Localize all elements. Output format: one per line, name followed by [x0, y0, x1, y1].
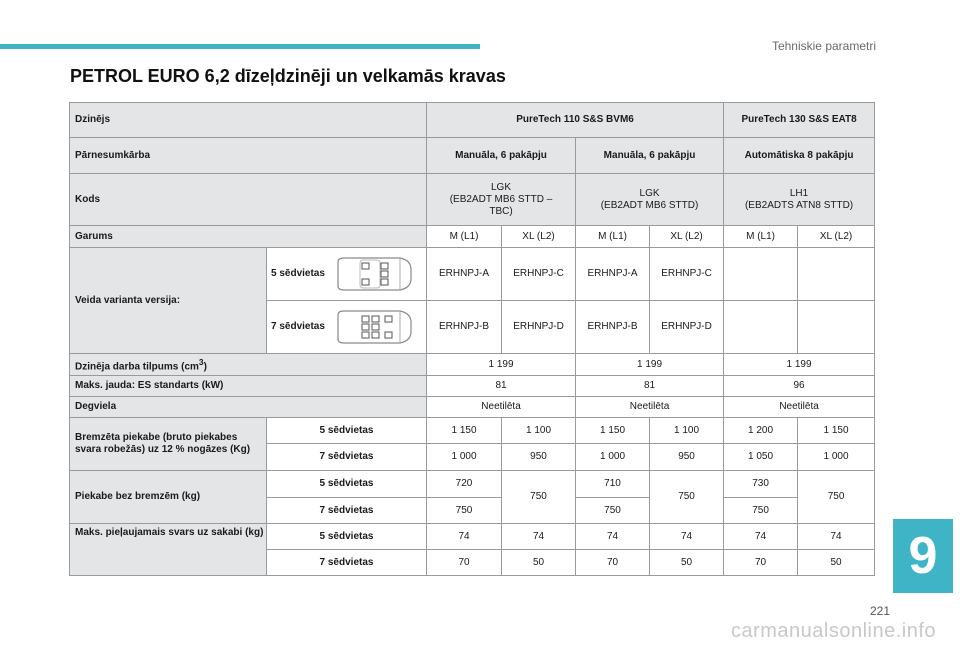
displacement-sup: 3: [198, 356, 204, 367]
accent-bar: [0, 44, 480, 49]
gearbox-3: Automātiska 8 pakāpju: [724, 138, 875, 174]
variant-cell: ERHNPJ-A: [427, 248, 502, 301]
seats-7-cell: [267, 301, 427, 354]
table-row: [70, 138, 875, 174]
table-row: [70, 376, 875, 397]
code-2: [576, 174, 724, 226]
noseload-cell: 74: [502, 524, 576, 550]
code-line: LGK: [639, 187, 660, 199]
length-cell: M (L1): [576, 226, 650, 248]
variant-cell-empty: [724, 301, 798, 354]
braked-cell: 1 150: [576, 418, 650, 444]
unbraked-cell: 750: [576, 498, 650, 524]
seats-5-cell: [267, 248, 427, 301]
braked-cell: 1 100: [502, 418, 576, 444]
section-name: Tehniskie parametri: [771, 39, 876, 53]
engine-label: Dzinējs: [70, 103, 427, 138]
noseload-cell: 74: [427, 524, 502, 550]
variant-cell-empty: [724, 248, 798, 301]
displacement-close: ): [203, 361, 207, 373]
displacement-label: [70, 354, 427, 376]
code-line: LGK: [491, 181, 512, 193]
variant-cell: ERHNPJ-D: [502, 301, 576, 354]
page-number: 221: [869, 604, 890, 618]
braked-cell: 1 050: [724, 444, 798, 471]
braked-cell: 1 150: [427, 418, 502, 444]
engine-2: PureTech 130 S&S EAT8: [724, 103, 875, 138]
braked-label: Bremzēta piekabe (bruto piekabes svara robežās) uz 12 % nogāzes (Kg): [70, 418, 267, 471]
braked-cell: 950: [502, 444, 576, 471]
fuel-cell: Neetilēta: [724, 397, 875, 418]
braked-cell: 950: [650, 444, 724, 471]
unbraked-merged-cell: 750: [650, 471, 724, 524]
power-cell: 81: [427, 376, 576, 397]
braked-cell: 1 000: [798, 444, 875, 471]
braked-cell: 1 200: [724, 418, 798, 444]
noseload-cell: 70: [576, 550, 650, 576]
fuel-cell: Neetilēta: [576, 397, 724, 418]
watermark: carmanualsonline.info: [730, 620, 936, 642]
seats-7-label: 7 sēdvietas: [271, 321, 325, 332]
braked-seats-5: 5 sēdvietas: [267, 418, 427, 444]
van-5-seats-icon: [332, 254, 414, 294]
gearbox-1: Manuāla, 6 pakāpju: [427, 138, 576, 174]
noseload-cell: 74: [650, 524, 724, 550]
code-line: LH1: [789, 187, 809, 199]
table-row: [70, 103, 875, 138]
braked-cell: 1 150: [798, 418, 875, 444]
unbraked-merged-cell: 750: [502, 471, 576, 524]
noseload-cell: 50: [502, 550, 576, 576]
unbraked-merged-cell: 750: [798, 471, 875, 524]
length-cell: XL (L2): [502, 226, 576, 248]
code-line: (EB2ADT MB6 STTD –: [449, 193, 553, 205]
code-line: (EB2ADT MB6 STTD): [600, 199, 699, 211]
displacement-cell: 1 199: [724, 354, 875, 376]
seats-5-label: 5 sēdvietas: [271, 268, 325, 279]
van-7-seats-icon: [332, 307, 414, 347]
braked-cell: 1 100: [650, 418, 724, 444]
page-title: PETROL EURO 6,2 dīzeļdzinēji un velkamās kravas: [70, 66, 506, 86]
unbraked-cell: 750: [427, 498, 502, 524]
table-row: [70, 354, 875, 376]
length-cell: XL (L2): [650, 226, 724, 248]
displacement-text: Dzinēja darba tilpums (cm: [75, 361, 199, 373]
noseload-seats-7: 7 sēdvietas: [267, 550, 427, 576]
unbraked-label: Piekabe bez bremzēm (kg): [70, 471, 267, 524]
unbraked-seats-7: 7 sēdvietas: [267, 498, 427, 524]
unbraked-cell: 710: [576, 471, 650, 498]
table-row: [70, 418, 875, 444]
length-cell: M (L1): [427, 226, 502, 248]
braked-cell: 1 000: [576, 444, 650, 471]
unbraked-cell: 730: [724, 471, 798, 498]
gearbox-label: Pārnesumkārba: [70, 138, 427, 174]
variant-cell-empty: [798, 301, 875, 354]
fuel-cell: Neetilēta: [427, 397, 576, 418]
braked-cell: 1 000: [427, 444, 502, 471]
variant-cell: ERHNPJ-C: [502, 248, 576, 301]
braked-seats-7: 7 sēdvietas: [267, 444, 427, 471]
noseload-cell: 74: [798, 524, 875, 550]
table-row: [70, 226, 875, 248]
power-label: Maks. jauda: ES standarts (kW): [70, 376, 427, 397]
noseload-cell: 74: [576, 524, 650, 550]
power-cell: 81: [576, 376, 724, 397]
power-cell: 96: [724, 376, 875, 397]
fuel-label: Degviela: [70, 397, 427, 418]
length-cell: XL (L2): [798, 226, 875, 248]
code-line: (EB2ADTS ATN8 STTD): [744, 199, 854, 211]
code-label: Kods: [70, 174, 427, 226]
noseload-cell: 50: [650, 550, 724, 576]
noseload-cell: 74: [724, 524, 798, 550]
noseload-label: Maks. pieļaujamais svars uz sakabi (kg): [70, 524, 267, 576]
length-cell: M (L1): [724, 226, 798, 248]
length-label: Garums: [70, 226, 427, 248]
code-line: TBC): [489, 205, 513, 217]
gearbox-2: Manuāla, 6 pakāpju: [576, 138, 724, 174]
spec-table: [69, 102, 875, 576]
displacement-cell: 1 199: [576, 354, 724, 376]
unbraked-seats-5: 5 sēdvietas: [267, 471, 427, 498]
chapter-tab: 9: [893, 519, 953, 593]
unbraked-cell: 720: [427, 471, 502, 498]
engine-1: PureTech 110 S&S BVM6: [427, 103, 724, 138]
variant-cell: ERHNPJ-B: [427, 301, 502, 354]
table-row: [70, 174, 875, 226]
code-3: [724, 174, 875, 226]
table-row: [70, 397, 875, 418]
noseload-cell: 50: [798, 550, 875, 576]
variant-cell: ERHNPJ-D: [650, 301, 724, 354]
variant-cell: ERHNPJ-A: [576, 248, 650, 301]
variant-label: Veida varianta versija:: [70, 248, 267, 354]
unbraked-cell: 750: [724, 498, 798, 524]
noseload-cell: 70: [427, 550, 502, 576]
variant-cell-empty: [798, 248, 875, 301]
noseload-seats-5: 5 sēdvietas: [267, 524, 427, 550]
table-row: [70, 524, 875, 550]
variant-cell: ERHNPJ-B: [576, 301, 650, 354]
variant-cell: ERHNPJ-C: [650, 248, 724, 301]
code-1: [427, 174, 576, 226]
noseload-cell: 70: [724, 550, 798, 576]
table-row: [70, 248, 875, 301]
displacement-cell: 1 199: [427, 354, 576, 376]
table-row: [70, 471, 875, 498]
